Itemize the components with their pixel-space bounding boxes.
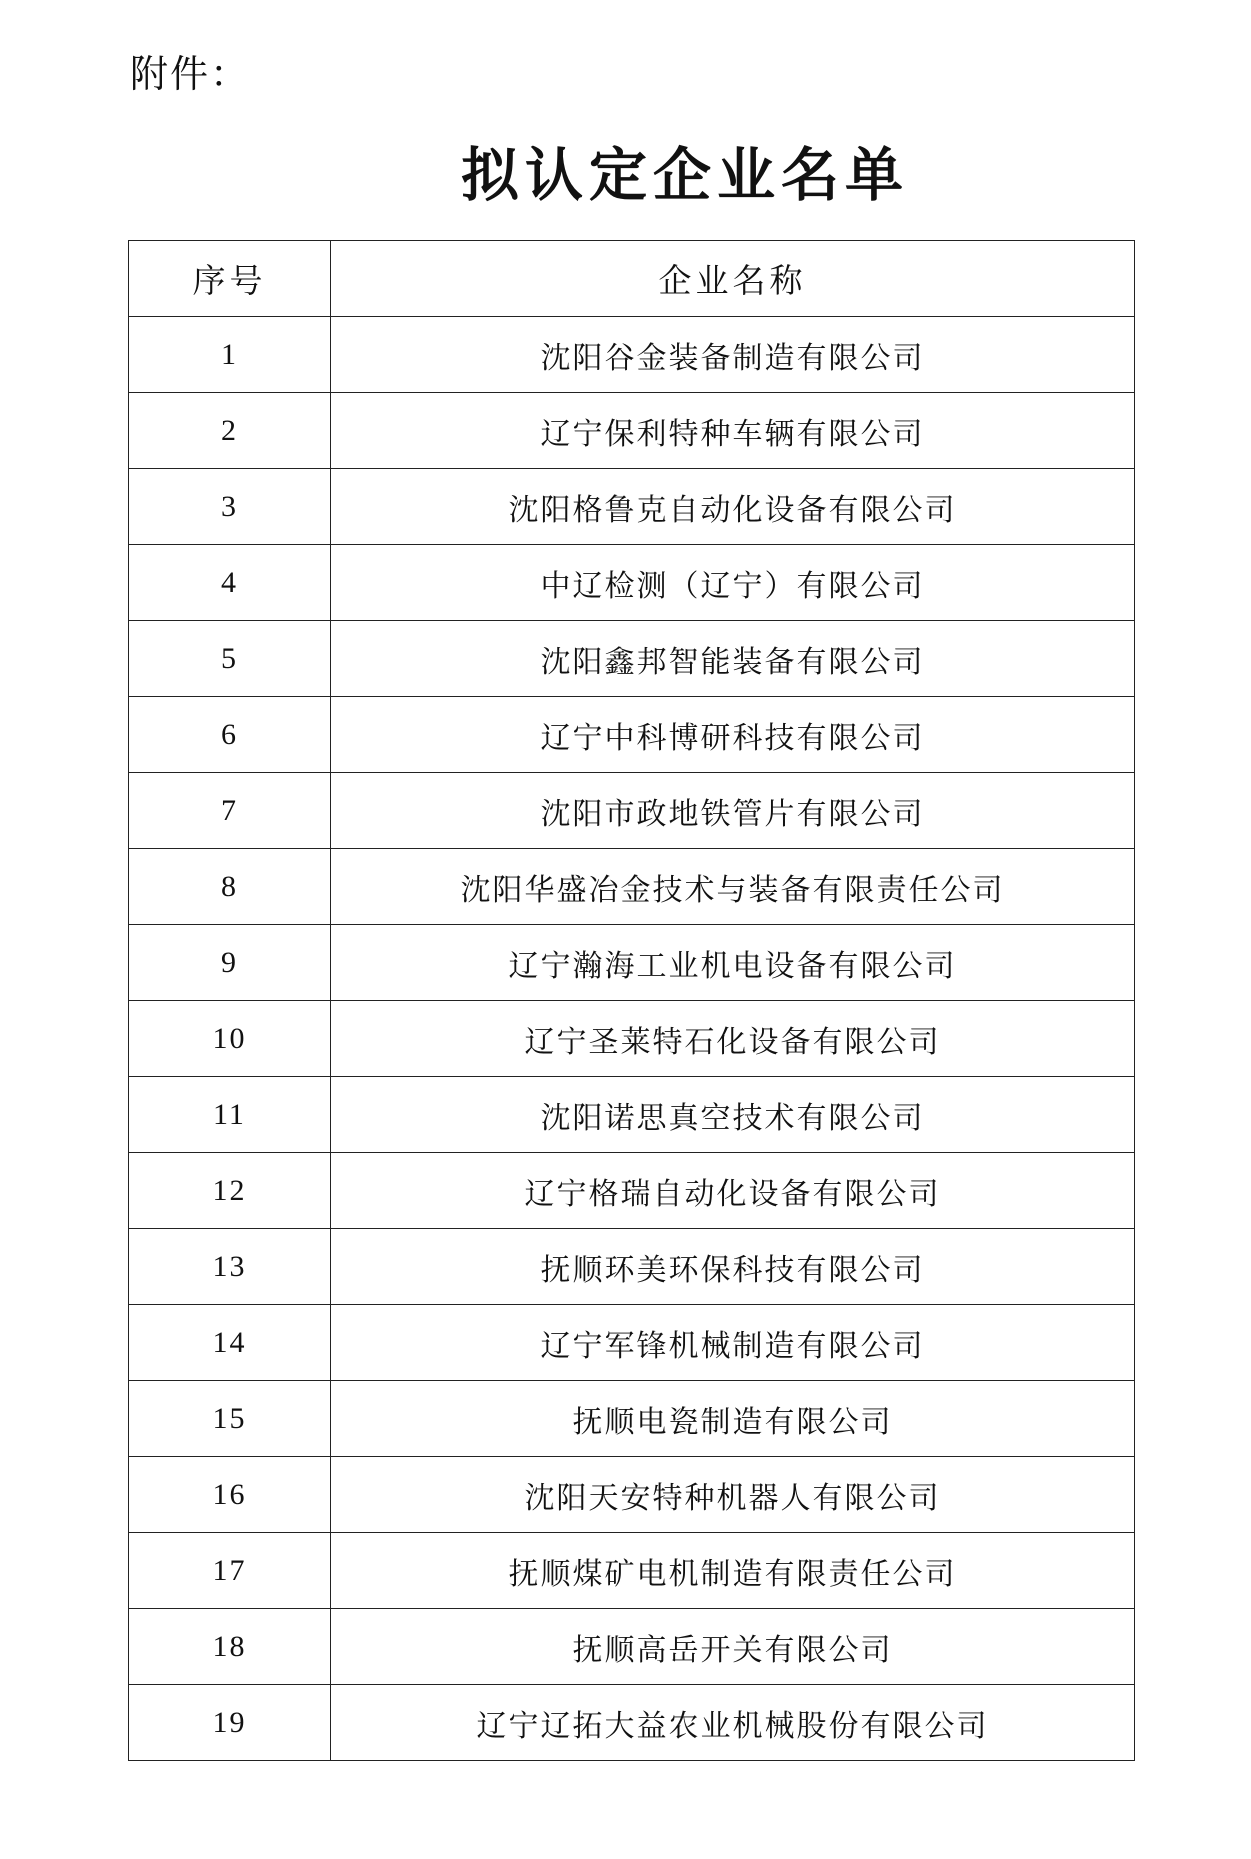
row-index: 6 <box>129 697 331 773</box>
page-title: 拟认定企业名单 <box>460 141 909 209</box>
company-name: 沈阳鑫邦智能装备有限公司 <box>331 621 1135 697</box>
row-index: 2 <box>129 393 331 469</box>
table-row <box>129 773 1135 849</box>
company-name: 辽宁圣莱特石化设备有限公司 <box>331 1001 1135 1077</box>
company-name: 辽宁中科博研科技有限公司 <box>331 697 1135 773</box>
company-name: 抚顺煤矿电机制造有限责任公司 <box>331 1533 1135 1609</box>
company-name: 沈阳华盛冶金技术与装备有限责任公司 <box>331 849 1135 925</box>
table-row <box>129 317 1135 393</box>
company-name: 辽宁辽拓大益农业机械股份有限公司 <box>331 1685 1135 1761</box>
table-row <box>129 621 1135 697</box>
table-row <box>129 1381 1135 1457</box>
table-row <box>129 1685 1135 1761</box>
company-name: 沈阳谷金装备制造有限公司 <box>331 317 1135 393</box>
table-row <box>129 697 1135 773</box>
company-name: 抚顺电瓷制造有限公司 <box>331 1381 1135 1457</box>
row-index: 1 <box>129 317 331 393</box>
row-index: 4 <box>129 545 331 621</box>
company-name: 沈阳天安特种机器人有限公司 <box>331 1457 1135 1533</box>
row-index: 7 <box>129 773 331 849</box>
company-name: 中辽检测（辽宁）有限公司 <box>331 545 1135 621</box>
row-index: 13 <box>129 1229 331 1305</box>
table-row <box>129 1609 1135 1685</box>
row-index: 9 <box>129 925 331 1001</box>
row-index: 11 <box>129 1077 331 1153</box>
company-name: 沈阳市政地铁管片有限公司 <box>331 773 1135 849</box>
row-index: 17 <box>129 1533 331 1609</box>
company-name: 辽宁格瑞自动化设备有限公司 <box>331 1153 1135 1229</box>
table-row <box>129 393 1135 469</box>
table-row <box>129 849 1135 925</box>
table-row <box>129 1077 1135 1153</box>
company-name: 辽宁军锋机械制造有限公司 <box>331 1305 1135 1381</box>
column-header-company-name: 企业名称 <box>331 241 1135 317</box>
table-row <box>129 1533 1135 1609</box>
company-name: 抚顺高岳开关有限公司 <box>331 1609 1135 1685</box>
table-row <box>129 1001 1135 1077</box>
company-name: 抚顺环美环保科技有限公司 <box>331 1229 1135 1305</box>
row-index: 18 <box>129 1609 331 1685</box>
company-table <box>128 240 1135 1761</box>
row-index: 14 <box>129 1305 331 1381</box>
company-name: 辽宁瀚海工业机电设备有限公司 <box>331 925 1135 1001</box>
company-name: 辽宁保利特种车辆有限公司 <box>331 393 1135 469</box>
company-name: 沈阳格鲁克自动化设备有限公司 <box>331 469 1135 545</box>
table-row <box>129 1457 1135 1533</box>
row-index: 5 <box>129 621 331 697</box>
table-row <box>129 1153 1135 1229</box>
table-row <box>129 925 1135 1001</box>
row-index: 12 <box>129 1153 331 1229</box>
table-row <box>129 1229 1135 1305</box>
attachment-label: 附件： <box>130 52 251 96</box>
row-index: 15 <box>129 1381 331 1457</box>
row-index: 3 <box>129 469 331 545</box>
row-index: 8 <box>129 849 331 925</box>
row-index: 16 <box>129 1457 331 1533</box>
row-index: 10 <box>129 1001 331 1077</box>
company-name: 沈阳诺思真空技术有限公司 <box>331 1077 1135 1153</box>
table-header-row <box>129 241 1135 317</box>
table-row <box>129 1305 1135 1381</box>
table-row <box>129 545 1135 621</box>
row-index: 19 <box>129 1685 331 1761</box>
column-header-index: 序号 <box>129 241 331 317</box>
table-row <box>129 469 1135 545</box>
